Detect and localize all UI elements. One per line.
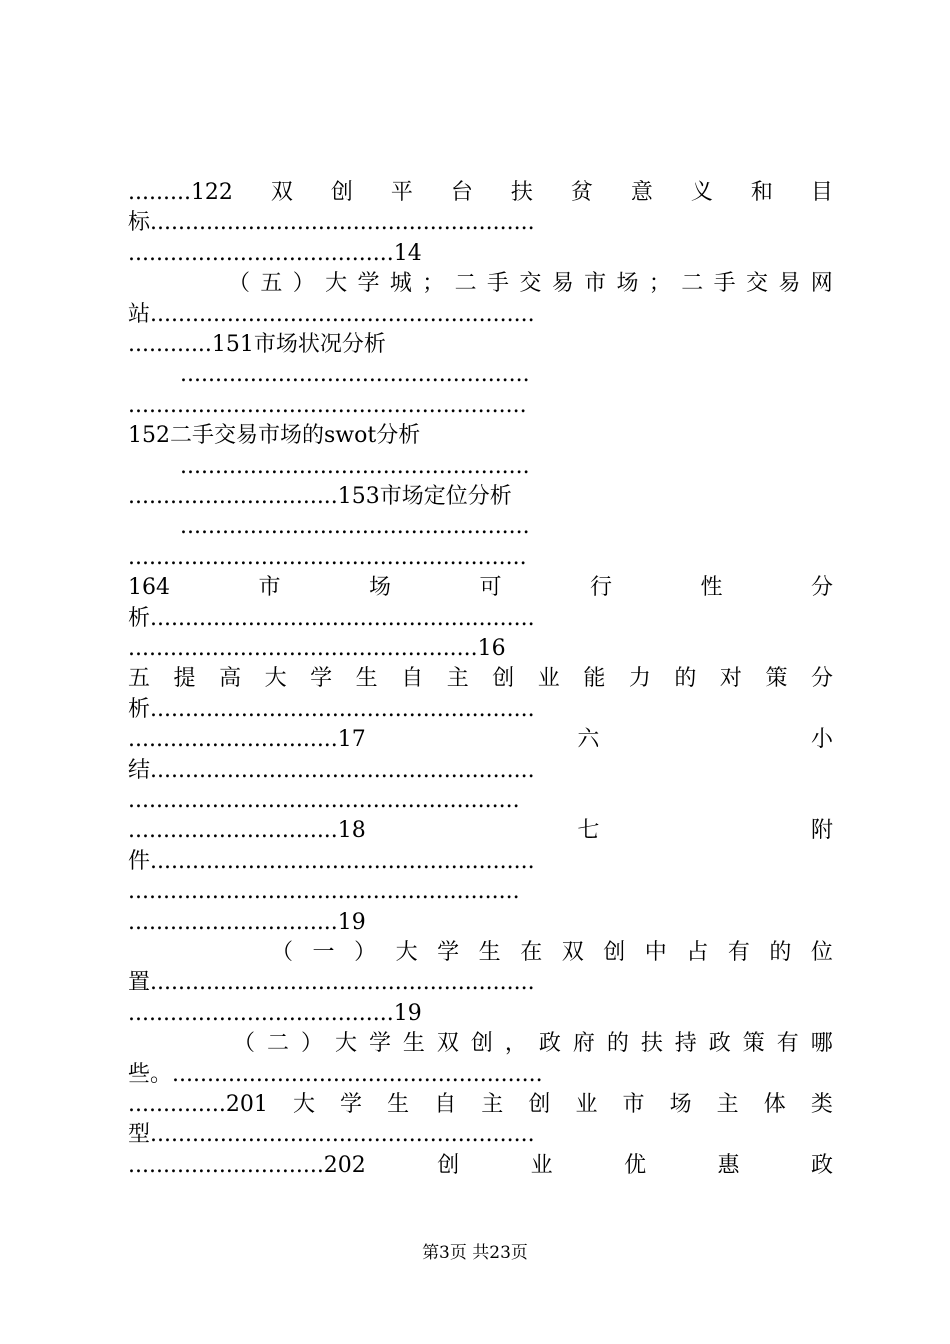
toc-line: （ 五 ） 大 学 城 ； 二 手 交 易 市 场 ； 二 手 交 易 网 [228,271,833,297]
toc-line: 五 提 高 大 学 生 自 主 创 业 能 力 的 对 策 分 [128,666,833,692]
toc-line: 置....................................................... [128,970,535,996]
toc-line: ............151市场状况分析 [128,332,386,357]
toc-line: 标....................................................... [128,210,535,236]
toc-line: ..................................................16 [128,636,506,661]
toc-line: ..............................17 六 小 [128,727,833,753]
page-footer: 第3页 共23页 [422,1243,528,1263]
toc-line: 析....................................................... [128,696,535,722]
toc-line: 件....................................................... [128,848,535,874]
toc-line: .................................................. [180,514,530,540]
toc-line: 164 市 场 可 行 性 分 [128,575,833,601]
toc-line: ........................................................ [128,879,520,905]
toc-line: 结....................................................... [128,757,535,783]
toc-line: ..............................18 七 附 [128,818,833,844]
toc-line: ........................................................ [128,788,520,813]
toc-line: 析....................................................... [128,605,535,631]
toc-line: ......................................................... [128,544,527,570]
toc-line: 152二手交易市场的swot分析 [128,423,421,449]
toc-line: .................................................. [180,362,530,388]
toc-line: ......................................14 [128,240,422,266]
toc-line: ..............................153市场定位分析 [128,484,512,509]
toc-line: （ 二 ） 大 学 生 双 创 ， 政 府 的 扶 持 政 策 有 哪 [233,1031,833,1057]
toc-line: 些。..................................................... [128,1061,543,1087]
toc-line: （ 一 ） 大 学 生 在 双 创 中 占 有 的 位 [271,940,833,965]
toc-line: .................................................. [180,453,530,479]
toc-line: ..............................19 [128,909,366,935]
toc-line: ............................202 创 业 优 惠 政 [128,1152,833,1178]
toc-line: ..............201 大 学 生 自 主 创 业 市 场 主 体 类 [128,1092,833,1117]
toc-line: ......................................19 [128,1000,422,1026]
toc-line: .........122 双 创 平 台 扶 贫 意 义 和 目 [128,180,833,205]
toc-line: ......................................................... [128,392,527,418]
toc-line: 站....................................................... [128,301,535,327]
toc-line: 型....................................................... [128,1122,535,1148]
